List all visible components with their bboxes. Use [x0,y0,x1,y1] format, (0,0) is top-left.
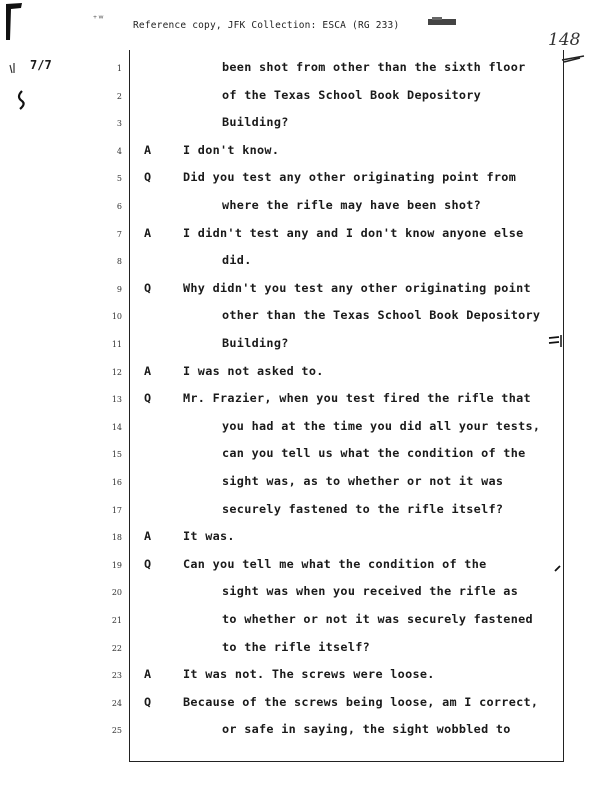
line-text: or safe in saying, the sight wobbled to [222,722,511,737]
line-number: 22 [111,643,122,653]
transcript-line [0,694,612,714]
line-text: I don't know. [183,142,280,157]
transcript-line [0,639,612,659]
line-text: other than the Texas School Book Depository [222,308,541,323]
line-text: securely fastened to the rifle itself? [222,501,504,516]
transcript-line [0,528,612,548]
line-number: 19 [111,560,122,570]
transcript-line [0,556,612,576]
transcript-line [0,445,612,465]
transcript-line [0,611,612,631]
line-number: 17 [111,505,122,515]
line-number: 14 [111,422,122,432]
line-number: 15 [111,450,122,460]
speaker-label: A [144,667,152,682]
line-number: 18 [111,533,122,543]
transcript-line [0,280,612,300]
scan-corner-mark [0,0,30,60]
line-number: 25 [111,726,122,736]
line-number: 4 [116,146,122,156]
line-number: 20 [111,588,122,598]
line-number: 6 [116,202,122,211]
speaker-label: Q [144,391,152,406]
line-text: Building? [222,115,289,130]
line-text: sight was, as to whether or not it was [222,474,504,488]
transcript-line [0,307,612,327]
transcript-line [0,114,612,134]
transcript-line [0,225,612,245]
transcript-line [0,335,612,355]
line-number: 10 [111,312,122,322]
transcript-line [0,473,612,493]
transcript-line [0,666,612,686]
transcript-line [0,59,612,79]
line-text: you had at the time you did all your tests, [222,418,541,433]
speaker-label: A [144,142,152,157]
line-number: 11 [111,340,122,349]
line-text: Did you test any other originating point from [183,170,517,185]
line-text: It was not. The screws were loose. [183,667,435,682]
speaker-label: Q [144,280,152,295]
handwritten-page-number: 148 [548,30,581,50]
line-text: of the Texas School Book Depository [222,87,482,102]
line-number: 7 [116,229,122,239]
side-note: 7/7 [30,58,52,72]
line-number: 24 [111,698,122,708]
speaker-label: A [144,363,152,378]
speaker-label: Q [144,694,152,709]
line-text: where the rifle may have been shot? [222,198,482,212]
line-number: 3 [116,119,122,129]
line-number: 12 [111,367,122,377]
line-text: It was. [183,529,235,544]
line-text: Why didn't you test any other originating point [183,280,531,295]
transcript-line [0,721,612,741]
line-text: did. [222,253,252,268]
line-number: 21 [111,616,122,625]
transcript-line [0,418,612,438]
line-text: sight was when you received the rifle as [222,584,519,599]
line-text: Building? [222,336,289,350]
line-text: to whether or not it was securely fastened [222,612,533,626]
speaker-label: Q [144,556,152,571]
margin-rule-bottom [129,761,564,762]
scan-artifact-mark: ⁺ʷ [92,14,105,25]
transcript-line [0,87,612,107]
line-number: 5 [116,174,122,184]
line-text: I was not asked to. [183,363,324,378]
transcript-line [0,252,612,272]
speaker-label: A [144,529,152,544]
margin-tick-mark [554,565,562,573]
margin-bracket-mark [548,333,564,349]
line-number: 8 [116,257,122,267]
transcript-line [0,390,612,410]
line-number: 2 [116,91,122,101]
transcript-line [0,583,612,603]
line-text: Mr. Frazier, when you test fired the rifle that [183,391,531,406]
line-text: Can you tell me what the condition of the [183,556,487,571]
transcript-line [0,142,612,162]
transcript-line [0,197,612,217]
speaker-label: Q [144,170,152,185]
line-number: 9 [116,284,122,294]
line-text: Because of the screws being loose, am I correct, [183,694,539,709]
line-number: 1 [116,64,122,73]
transcript-line [0,363,612,383]
line-text: I didn't test any and I don't know anyone else [183,225,524,240]
line-number: 13 [111,395,122,405]
line-number: 16 [111,478,122,487]
line-text: can you tell us what the condition of the [222,446,526,461]
line-text: been shot from other than the sixth floor [222,60,526,74]
redaction-stamp [428,17,458,27]
line-text: to the rifle itself? [222,639,371,654]
speaker-label: A [144,225,152,240]
document-header: Reference copy, JFK Collection: ESCA (RG 233) [133,20,400,31]
transcript-line [0,169,612,189]
transcript-line [0,501,612,521]
line-number: 23 [111,671,122,681]
